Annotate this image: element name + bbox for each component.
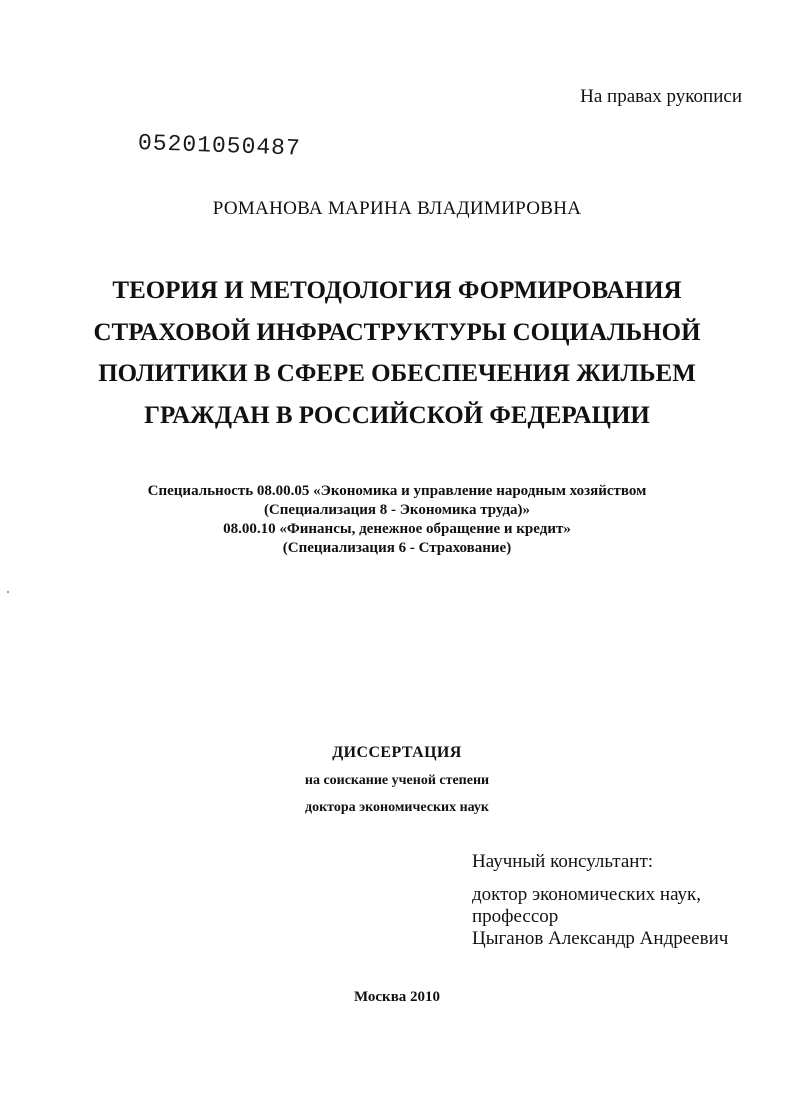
rights-note: На правах рукописи: [580, 86, 742, 107]
advisor-degree: доктор экономических наук,: [472, 884, 702, 905]
advisor-label: Научный консультант:: [472, 851, 654, 872]
degree-purpose-line: на соискание ученой степени: [304, 773, 490, 788]
scientific-advisor: [472, 851, 728, 950]
advisor-rank: профессор: [472, 906, 559, 927]
title-line: ГРАЖДАН В РОССИЙСКОЙ ФЕДЕРАЦИИ: [144, 401, 650, 429]
dissertation-label: ДИССЕРТАЦИЯ: [332, 744, 462, 761]
specialty-line: (Специализация 6 - Страхование): [282, 540, 512, 556]
specialty-block: [0, 482, 794, 558]
scan-speck: [7, 591, 9, 593]
degree-name-line: доктора экономических наук: [304, 800, 489, 815]
specialty-line: 08.00.10 «Финансы, денежное обращение и кредит»: [223, 521, 571, 537]
city-year: Москва 2010: [353, 989, 441, 1005]
specialty-line: (Специализация 8 - Экономика труда)»: [263, 502, 531, 518]
dissertation-title: [0, 270, 794, 436]
title-line: ТЕОРИЯ И МЕТОДОЛОГИЯ ФОРМИРОВАНИЯ: [112, 277, 682, 304]
advisor-name: Цыганов Александр Андреевич: [472, 928, 729, 949]
archive-number-stamp: 05201050487: [137, 130, 302, 162]
title-line: ПОЛИТИКИ В СФЕРЕ ОБЕСПЕЧЕНИЯ ЖИЛЬЕМ: [98, 360, 696, 387]
author-name: РОМАНОВА МАРИНА ВЛАДИМИРОВНА: [212, 198, 582, 219]
specialty-line: Специальность 08.00.05 «Экономика и управление народным хозяйством: [147, 483, 647, 499]
title-line: СТРАХОВОЙ ИНФРАСТРУКТУРЫ СОЦИАЛЬНОЙ: [93, 318, 701, 346]
